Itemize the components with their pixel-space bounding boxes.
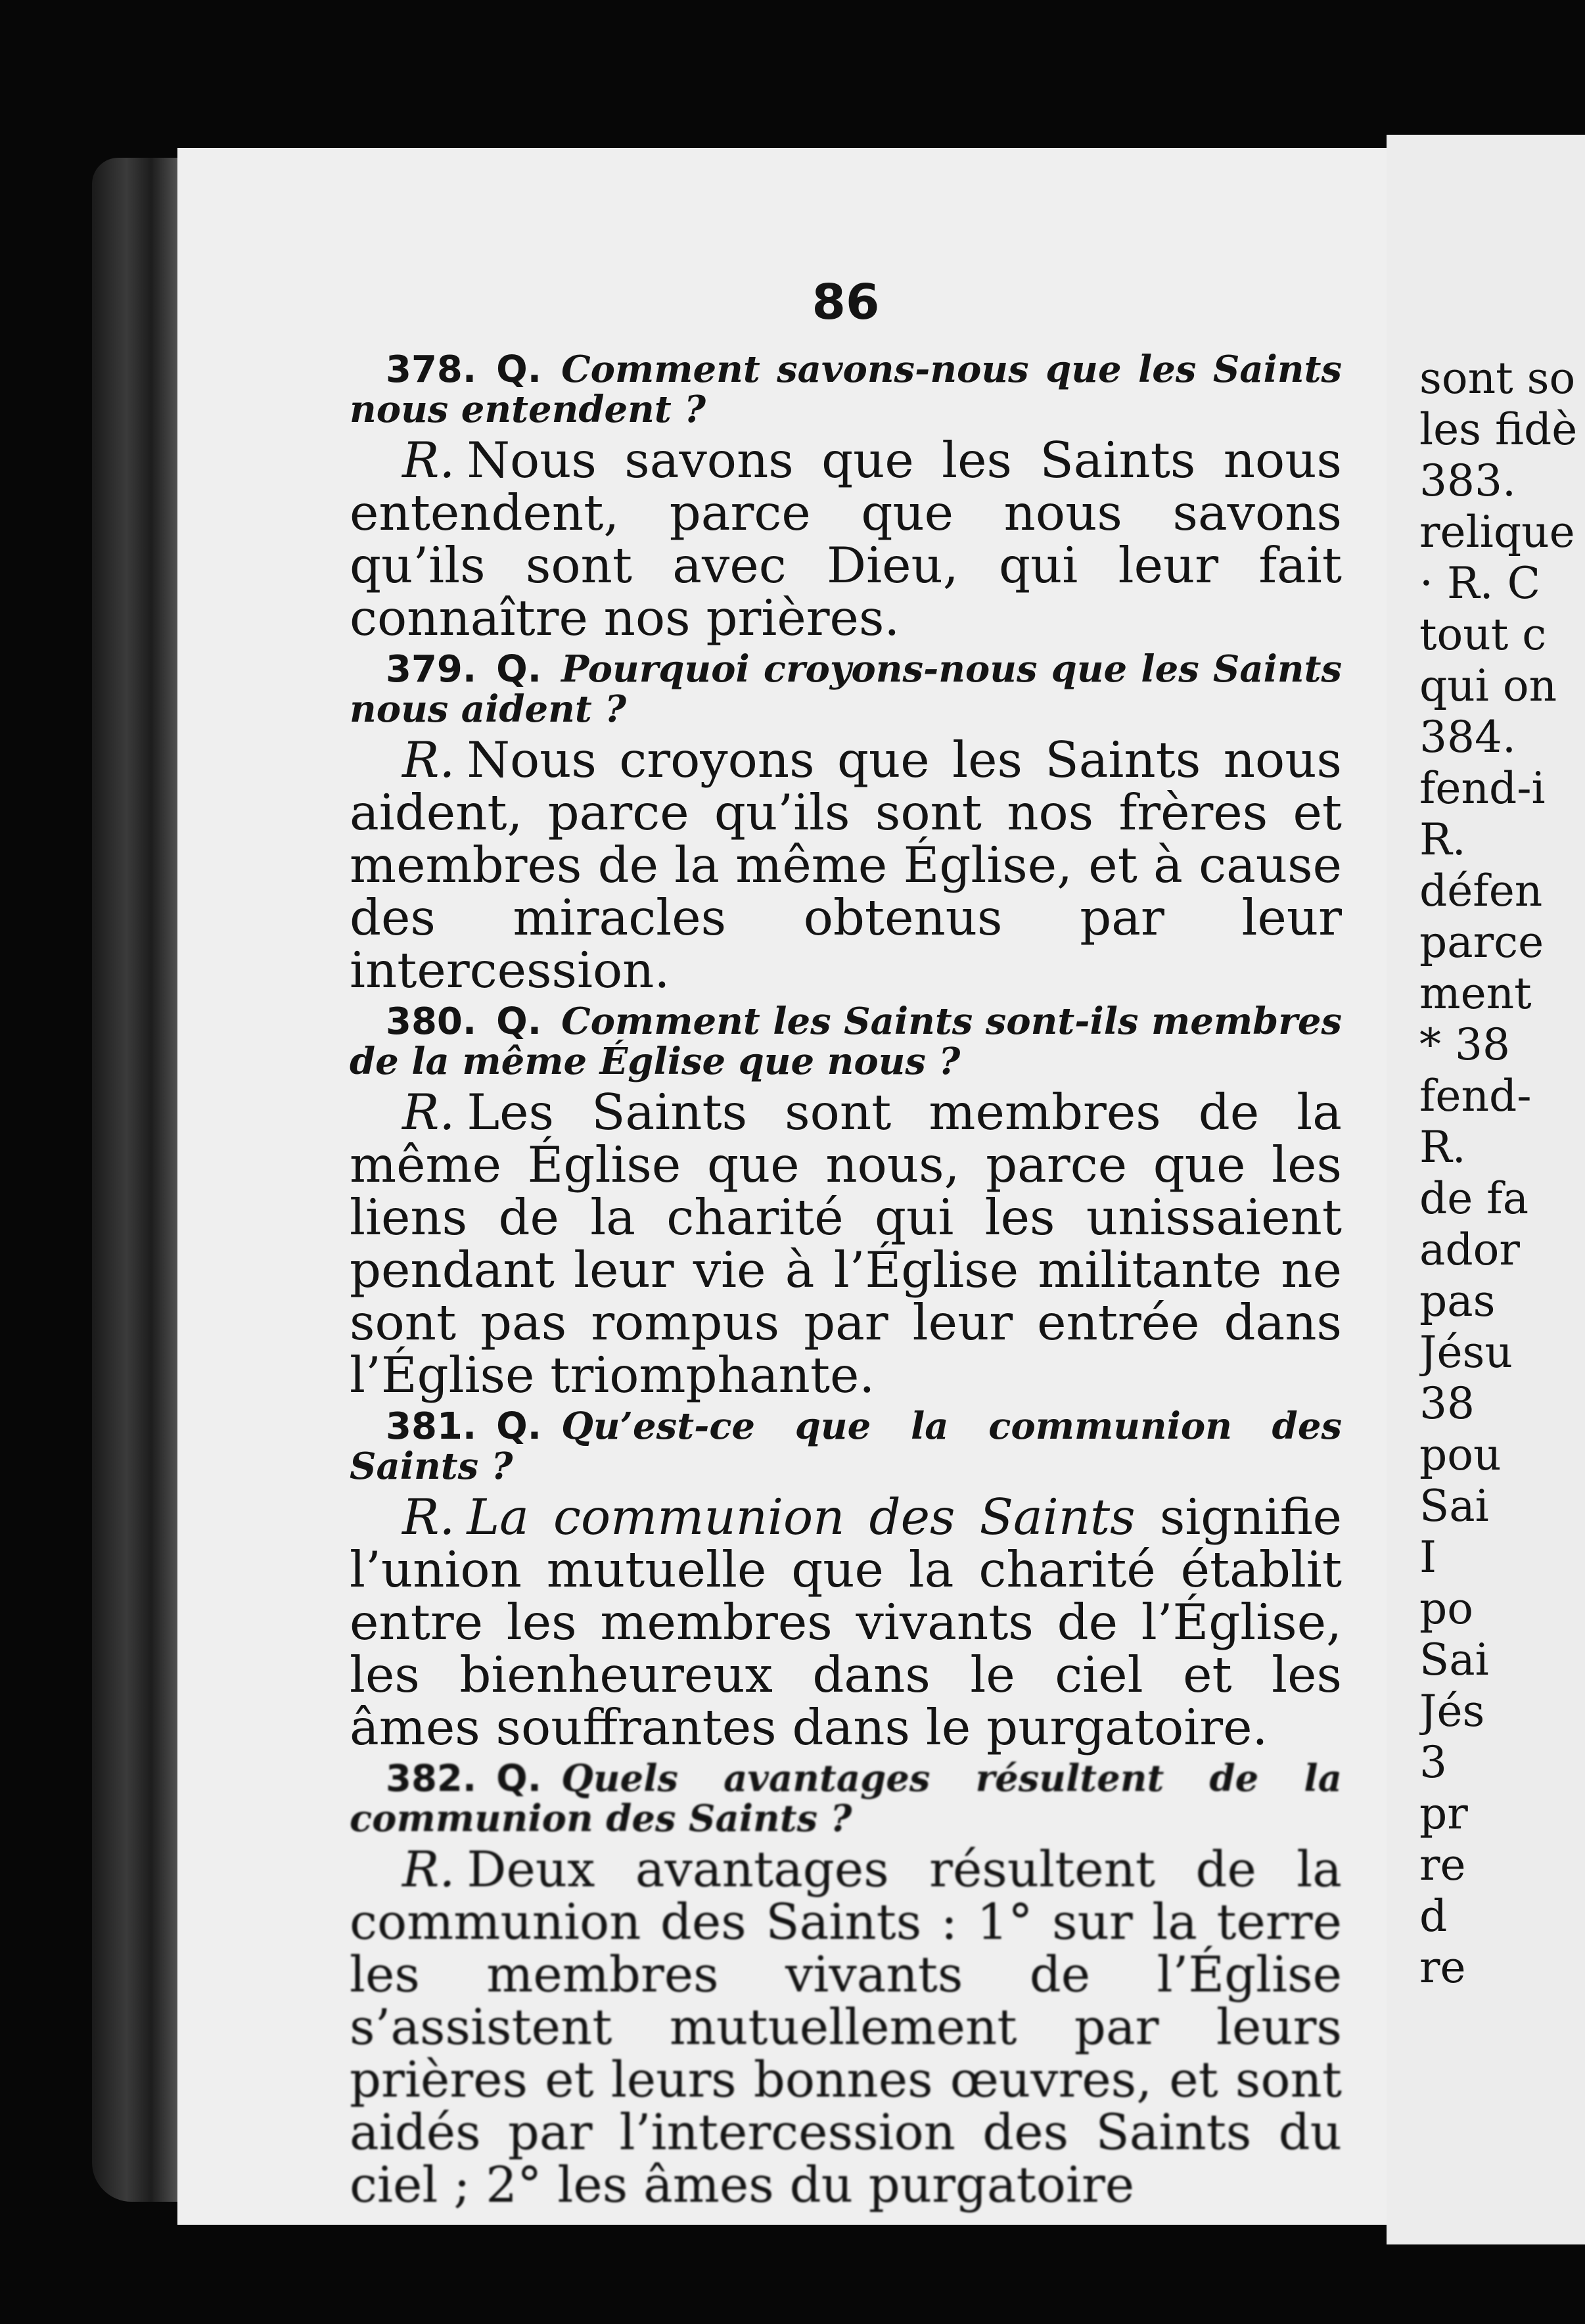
answer-label: R. [402, 1083, 455, 1141]
answer-label: R. [402, 1488, 455, 1546]
answer [350, 1840, 1342, 2214]
page-text [350, 276, 1342, 2216]
question-text: Comment savons-nous que les Saints nous entendent ? [350, 348, 1342, 431]
entry-380 [350, 1000, 1342, 1404]
book-edge [92, 158, 191, 2202]
facing-line: de fa [1419, 1175, 1529, 1224]
question-text: Qu’est-ce que la communion des Saints ? [350, 1405, 1342, 1488]
question-text: Pourquoi croyons-nous que les Saints nous aident ? [350, 647, 1342, 731]
facing-line: re [1419, 1944, 1466, 1993]
question-number: 382. [386, 1757, 477, 1800]
facing-line: I [1419, 1534, 1437, 1583]
entry-378 [350, 348, 1342, 647]
facing-line: fend- [1419, 1073, 1532, 1121]
answer-text: Les Saints sont membres de la même Église que nous, parce que les liens de la charité qui les unissaient pendant leur vie à l’Église militante ne sont pas rompus par leur entrée dans l’Église triomphante. [350, 1083, 1342, 1404]
question-number: 381. [386, 1405, 477, 1448]
question [350, 1406, 1342, 1487]
facing-line: po [1419, 1585, 1473, 1634]
answer [350, 1083, 1342, 1404]
answer-label: R. [402, 731, 455, 789]
entry-382 [350, 1757, 1342, 2214]
question [350, 649, 1342, 730]
facing-line: relique [1419, 509, 1575, 557]
question-text: Quels avantages résultent de la communion des Saints ? [350, 1757, 1342, 1840]
facing-page-text [1419, 355, 1585, 1995]
facing-line: fend-i [1419, 765, 1546, 814]
question [350, 1759, 1342, 1839]
answer-text: Nous croyons que les Saints nous aident, parce qu’ils sont nos frères et membres de la même Église, et à cause des miracles obtenus par leur intercession. [350, 731, 1342, 999]
question [350, 1002, 1342, 1082]
facing-line: les fidè [1419, 406, 1578, 455]
answer-text: Deux avantages résultent de la communion des Saints : 1° sur la terre les membres vivants de l’Église s’assistent mutuellement par leurs prières et leurs bonnes œuvres, et sont aidés par l’intercession des Saints du ciel ; 2° les âmes du purgatoire [350, 1840, 1342, 2214]
answer-text: Nous savons que les Saints nous entendent, parce que nous savons qu’ils sont avec Dieu, qui leur fait connaître nos prières. [350, 431, 1342, 647]
facing-line: 38 [1419, 1380, 1475, 1429]
facing-line: Jésu [1419, 1329, 1513, 1378]
facing-line: pas [1419, 1278, 1496, 1326]
question-number: 378. [386, 348, 477, 391]
facing-line: ador [1419, 1226, 1520, 1275]
facing-line: · R. C [1419, 560, 1541, 609]
question-label: Q. [496, 648, 542, 691]
facing-line: d [1419, 1893, 1448, 1941]
question [350, 350, 1342, 430]
facing-line: qui on [1419, 662, 1557, 711]
answer-label: R. [402, 1840, 455, 1898]
question-number: 380. [386, 1000, 477, 1043]
answer [350, 431, 1342, 647]
facing-line: 384. [1419, 714, 1516, 762]
facing-line: R. [1419, 816, 1466, 865]
answer-label: R. [402, 431, 455, 489]
facing-line: 3 [1419, 1739, 1447, 1788]
entry-379 [350, 647, 1342, 999]
question-label: Q. [496, 1000, 542, 1043]
facing-line: pr [1419, 1790, 1468, 1839]
answer [350, 731, 1342, 999]
question-label: Q. [496, 1757, 542, 1800]
facing-line: pou [1419, 1431, 1502, 1480]
facing-line: * 38 [1419, 1021, 1510, 1070]
answer-italic: La communion des Saints [467, 1488, 1136, 1546]
facing-line: 383. [1419, 457, 1516, 506]
facing-line: re [1419, 1842, 1466, 1890]
facing-line: Sai [1419, 1637, 1489, 1685]
facing-line: sont so [1419, 355, 1576, 404]
page-number: 86 [812, 274, 880, 331]
question-number: 379. [386, 648, 477, 691]
facing-line: parce [1419, 919, 1544, 967]
facing-line: défen [1419, 868, 1543, 916]
entry-381 [350, 1406, 1342, 1754]
facing-line: R. [1419, 1124, 1466, 1173]
question-label: Q. [496, 348, 542, 391]
question-text: Comment les Saints sont-ils membres de la même Église que nous ? [350, 1000, 1342, 1083]
facing-line: tout c [1419, 611, 1547, 660]
answer [350, 1488, 1343, 1756]
facing-line: Sai [1419, 1483, 1489, 1531]
facing-line: Jés [1419, 1688, 1485, 1736]
answer-text: signifie l’union mutuelle que la charité établit entre les membres vivants de l’Église, les bienheureux dans le ciel et les âmes souffrantes dans le purgatoire. [350, 1488, 1343, 1756]
question-label: Q. [496, 1405, 542, 1448]
facing-line: ment [1419, 970, 1532, 1019]
